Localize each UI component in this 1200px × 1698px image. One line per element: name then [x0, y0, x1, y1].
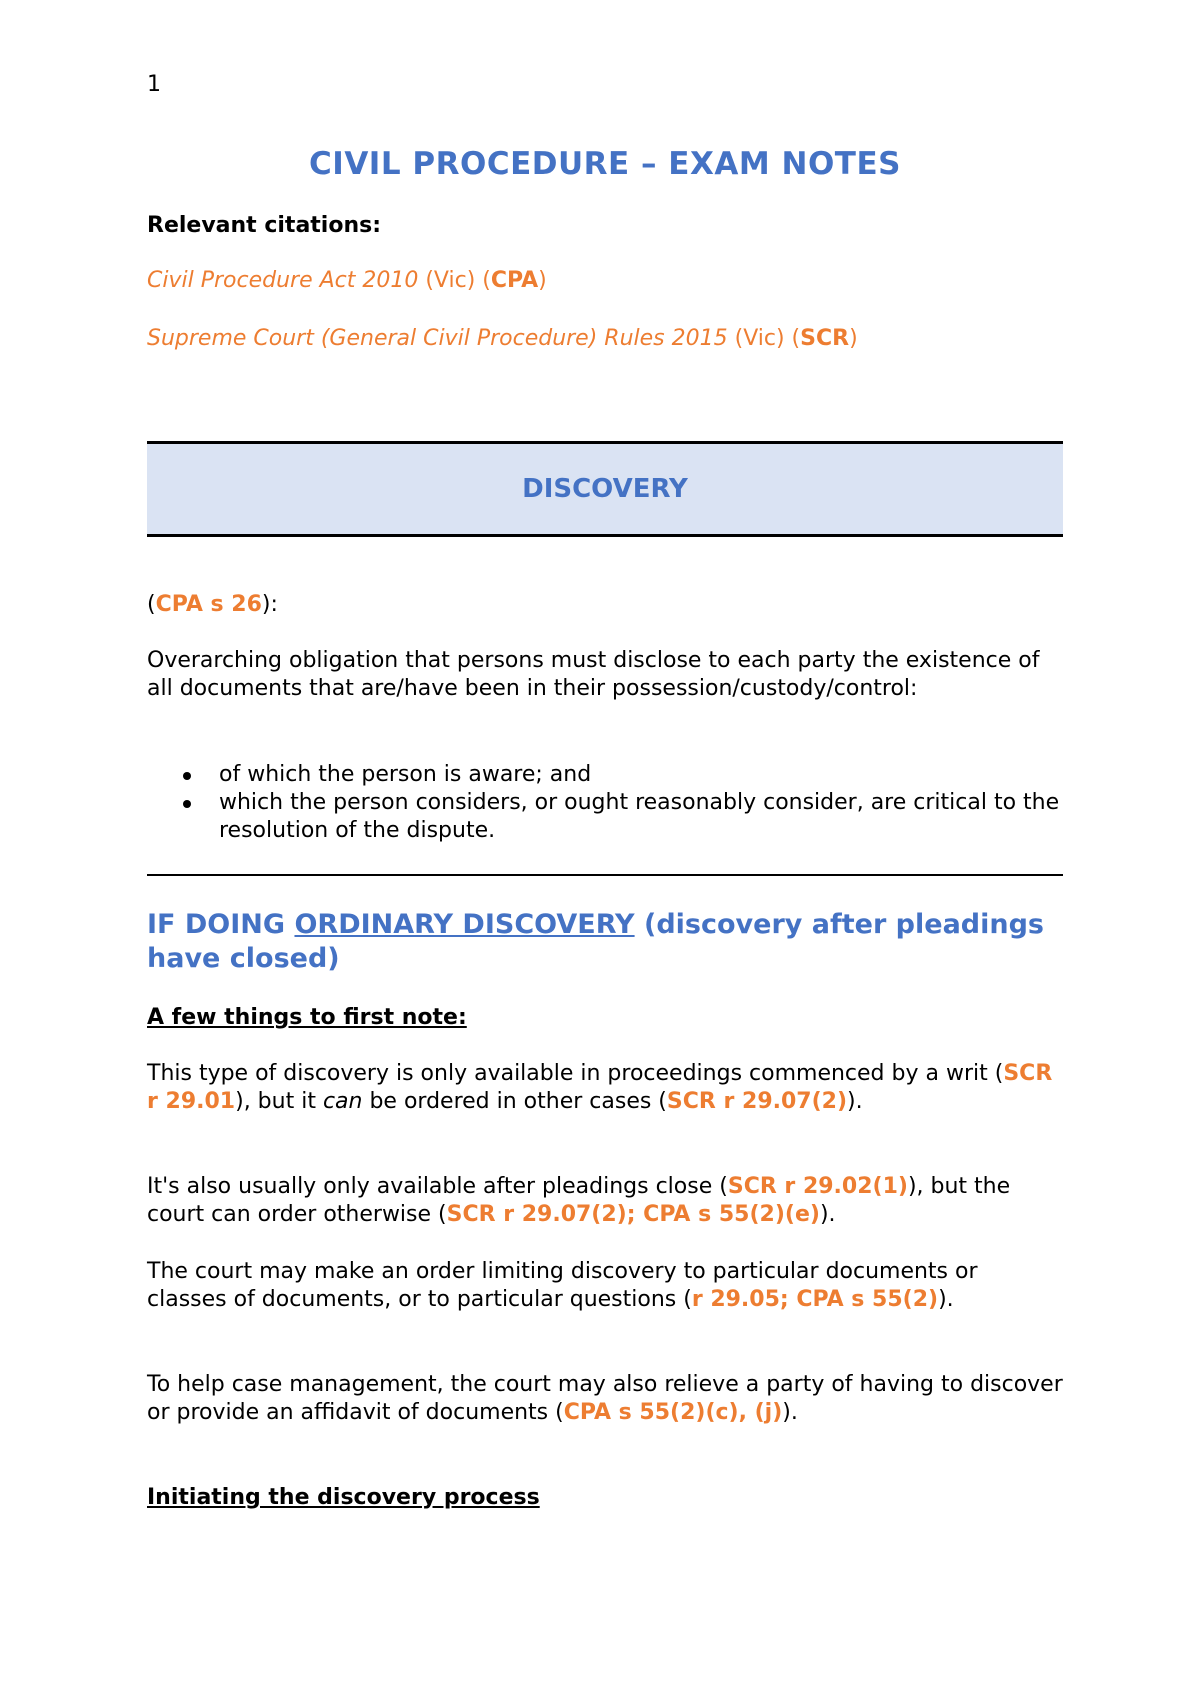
citation-jurisdiction: (Vic) ( [727, 326, 801, 351]
text: ), but it [235, 1089, 323, 1114]
citations-heading: Relevant citations: [147, 213, 382, 238]
text: be ordered in other cases ( [362, 1089, 667, 1114]
bullet-icon [183, 800, 191, 808]
text: ). [782, 1400, 798, 1425]
page-number: 1 [147, 72, 161, 97]
text: This type of discovery is only available in proceedings commenced by a writ ( [147, 1061, 1004, 1086]
text: ), but the court can order otherwise ( [147, 1174, 1011, 1227]
emphasis: can [322, 1089, 363, 1114]
divider [147, 874, 1063, 876]
section-prefix: IF DOING [147, 909, 295, 940]
citation-jurisdiction: (Vic) ( [418, 268, 491, 293]
document-title: CIVIL PROCEDURE – EXAM NOTES [309, 146, 901, 182]
paragraph-writ [147, 1060, 1063, 1116]
bullet-icon [183, 772, 191, 780]
text: ). [847, 1089, 863, 1114]
text: To help case management, the court may also relieve a party of having to discover or provide an affidavit of documents ( [147, 1372, 1063, 1425]
citation-abbr: SCR [800, 326, 850, 351]
citation-cpa [147, 268, 547, 293]
text: The court may make an order limiting discovery to particular documents or classes of documents, or to particular questions ( [147, 1259, 978, 1312]
text: It's also usually only available after pleadings close ( [147, 1174, 728, 1199]
ref: CPA s 55(2)(c), (j) [563, 1400, 783, 1425]
text: ). [938, 1287, 954, 1312]
section-heading [147, 908, 1063, 976]
citation-scr [147, 326, 858, 351]
ref: r 29.05; CPA s 55(2) [691, 1287, 939, 1312]
obligation-list [147, 761, 1063, 845]
list-item [147, 789, 1063, 845]
citation-name: Supreme Court (General Civil Procedure) Rules 2015 [147, 326, 728, 351]
citation-name: Civil Procedure Act 2010 [147, 268, 419, 293]
first-note-heading: A few things to first note: [147, 1005, 467, 1030]
ref: SCR r 29.01 [147, 1061, 1053, 1114]
citation-close: ) [849, 326, 858, 351]
citation-close: ) [538, 268, 547, 293]
section-underlined: ORDINARY DISCOVERY [294, 909, 635, 940]
paragraph-case-management [147, 1371, 1063, 1427]
list-item-text: which the person considers, or ought reasonably consider, are critical to the resolution of the dispute. [219, 790, 1060, 843]
banner-label: DISCOVERY [522, 474, 688, 504]
ref: SCR r 29.07(2); CPA s 55(2)(e) [446, 1202, 820, 1227]
citation-abbr: CPA [490, 268, 539, 293]
initiating-heading: Initiating the discovery process [147, 1485, 540, 1510]
cpa-ref: CPA s 26 [155, 592, 262, 617]
section-suffix: (discovery after pleadings have closed) [147, 909, 1044, 974]
paragraph-pleadings [147, 1173, 1063, 1229]
paragraph-limiting [147, 1258, 1063, 1314]
overarching-paragraph: Overarching obligation that persons must disclose to each party the existence of all documents that are/have been in their possession/custody/control: [147, 648, 1040, 701]
cpa-open: ( [147, 592, 156, 617]
cpa-close: ): [261, 592, 278, 617]
text: ). [819, 1202, 836, 1227]
ref: SCR r 29.07(2) [666, 1089, 848, 1114]
ref: SCR r 29.02(1) [727, 1174, 908, 1199]
list-item [147, 761, 1063, 789]
cpa-reference [147, 591, 1063, 619]
discovery-banner [147, 441, 1063, 537]
list-item-text: of which the person is aware; and [219, 762, 592, 787]
